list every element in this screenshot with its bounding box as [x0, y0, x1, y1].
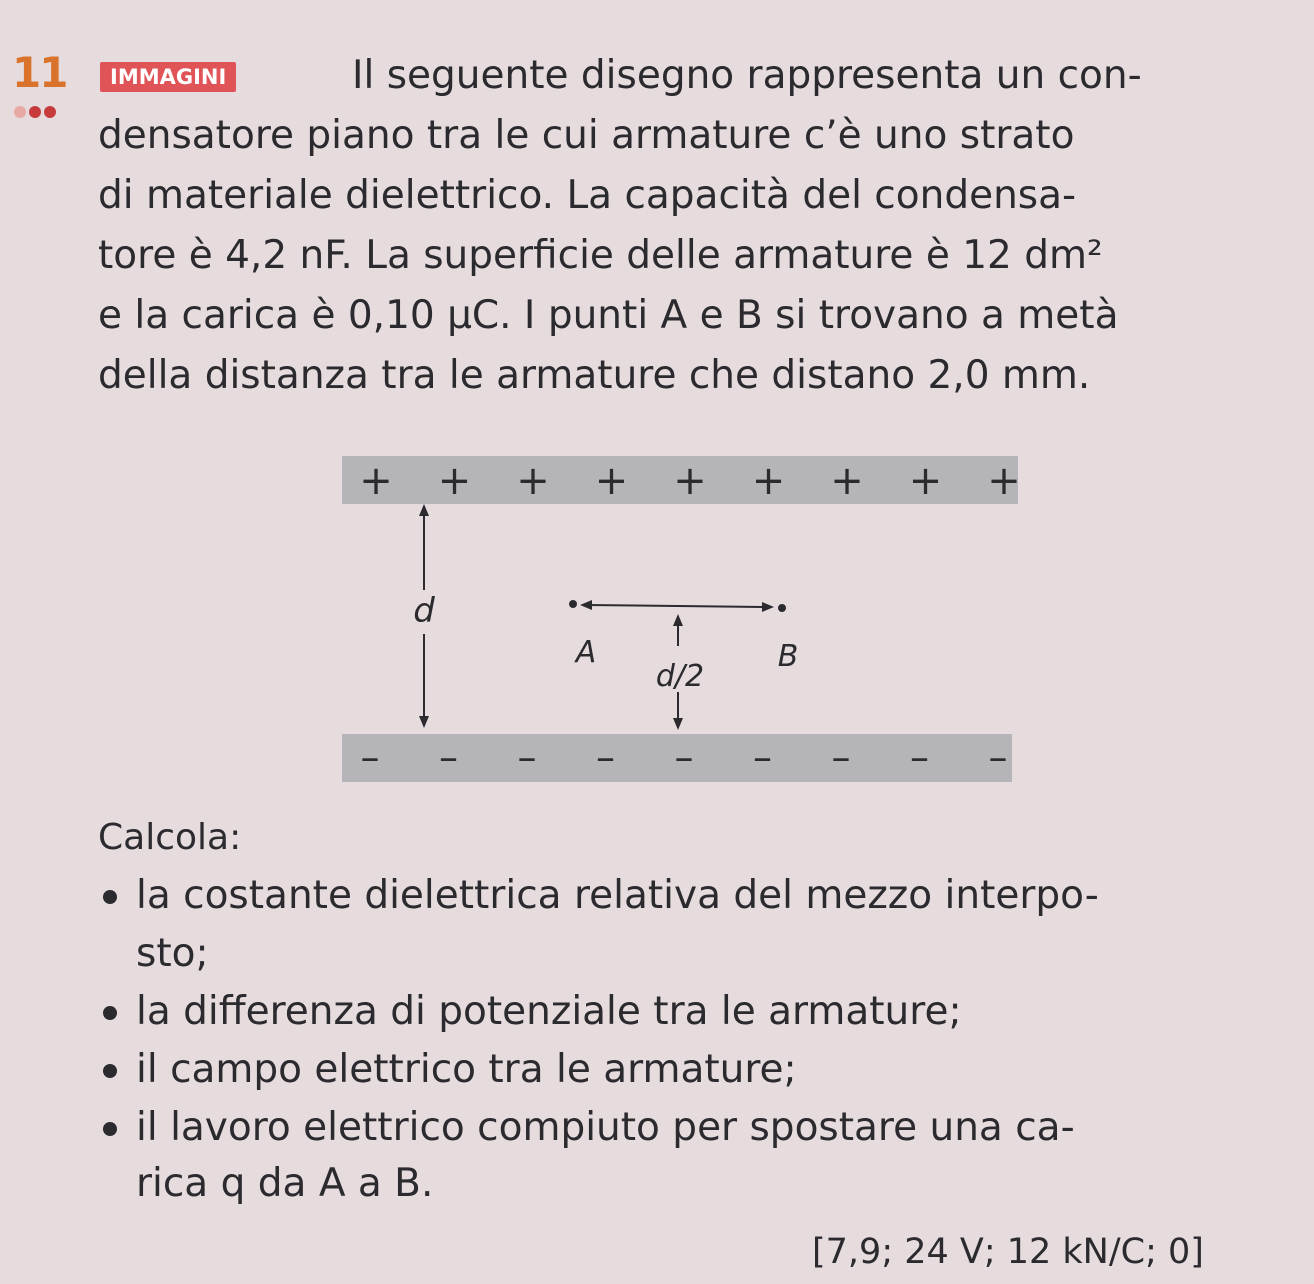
plus-charge: +	[594, 458, 629, 504]
difficulty-dot	[14, 106, 26, 118]
difficulty-dot	[29, 106, 41, 118]
minus-charge: –	[910, 735, 929, 779]
question-item-line: il campo elettrico tra le armature;	[136, 1047, 797, 1092]
plus-charge: +	[830, 458, 864, 504]
negative-charges	[361, 735, 1008, 779]
question-item-line: il lavoro elettrico compiuto per spostare una ca-	[136, 1105, 1075, 1150]
arrow-down-icon	[673, 718, 683, 730]
plus-charge: +	[359, 458, 393, 504]
arrow-up-icon	[419, 504, 429, 516]
bullet-icon	[103, 1006, 117, 1020]
answers: [7,9; 24 V; 12 kN/C; 0]	[812, 1232, 1204, 1272]
arrow-down-icon	[419, 716, 429, 728]
question-item-line: la costante dielettrica relativa del mezzo interpo-	[136, 873, 1099, 918]
plus-charge: +	[673, 458, 707, 504]
label-b: B	[777, 639, 799, 674]
problem-text-line: tore è 4,2 nF. La superficie delle armature è 12 dm²	[98, 233, 1103, 278]
point-b	[778, 604, 786, 612]
problem-text-line: Il seguente disegno rappresenta un con-	[352, 53, 1142, 98]
arrow-right-icon	[762, 602, 774, 612]
minus-charge: –	[596, 735, 615, 779]
point-a	[569, 600, 577, 608]
problem-text-line: della distanza tra le armature che distano 2,0 mm.	[98, 353, 1091, 398]
minus-charge: –	[753, 735, 772, 779]
label-a: A	[575, 635, 597, 670]
bullet-icon	[103, 1122, 117, 1136]
minus-charge: –	[360, 735, 380, 779]
label-d: d	[413, 591, 435, 631]
exercise-number: 11	[12, 48, 67, 97]
capacitor-diagram	[330, 440, 1050, 800]
arrow-left-icon	[580, 600, 592, 610]
question-item-line: sto;	[136, 931, 209, 976]
positive-charges	[359, 458, 1021, 504]
minus-charge: –	[831, 735, 851, 779]
calculate-label: Calcola:	[98, 817, 242, 858]
label-half-d: d/2	[655, 659, 705, 694]
problem-text-line: di materiale dielettrico. La capacità del condensa-	[98, 173, 1077, 218]
path-a-to-b	[586, 605, 766, 607]
capacitor-svg	[330, 440, 1050, 800]
plus-charge: +	[751, 458, 786, 504]
images-tag: IMMAGINI	[100, 62, 236, 92]
plus-charge: +	[987, 458, 1021, 504]
minus-charge: –	[988, 735, 1008, 779]
minus-charge: –	[674, 735, 694, 779]
plus-charge: +	[908, 458, 943, 504]
bullet-icon	[103, 1064, 117, 1078]
plus-charge: +	[437, 458, 472, 504]
question-item-line: rica q da A a B.	[136, 1161, 434, 1206]
arrow-up-icon	[673, 614, 683, 626]
problem-text-line: e la carica è 0,10 µC. I punti A e B si trovano a metà	[98, 293, 1119, 338]
minus-charge: –	[517, 735, 537, 779]
bullet-icon	[103, 890, 117, 904]
plus-charge: +	[516, 458, 550, 504]
problem-text-line: densatore piano tra le cui armature c’è uno strato	[98, 113, 1075, 158]
difficulty-indicator	[14, 106, 59, 118]
difficulty-dot	[44, 106, 56, 118]
question-item-line: la differenza di potenziale tra le armature;	[136, 989, 962, 1034]
minus-charge: –	[439, 735, 458, 779]
